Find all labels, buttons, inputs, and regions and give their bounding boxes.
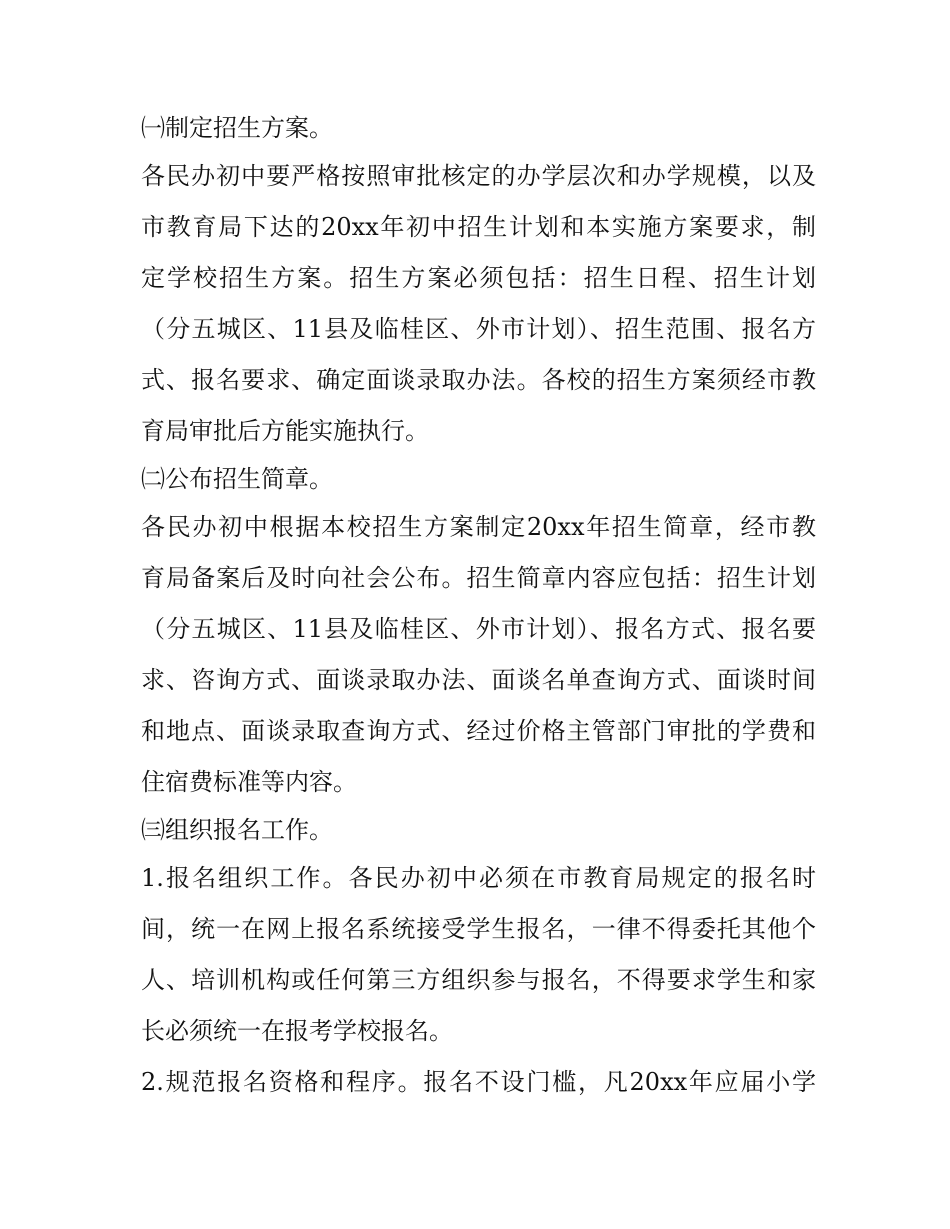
- paragraph-line: 育局备案后及时向社会公布。招生简章内容应包括：招生计划: [141, 564, 816, 592]
- document-body: [141, 106, 816, 1108]
- paragraph-line: （分五城区、11县及临桂区、外市计划）、招生范围、报名方: [141, 315, 816, 343]
- paragraph-line: 1.报名组织工作。各民办初中必须在市教育局规定的报名时: [141, 864, 816, 892]
- section-heading-2: ㈡公布招生简章。: [141, 465, 333, 493]
- paragraph-line: 长必须统一在报考学校报名。: [141, 1017, 453, 1045]
- paragraph-line: 和地点、面谈录取查询方式、经过价格主管部门审批的学费和: [141, 717, 816, 745]
- paragraph-line: 育局审批后方能实施执行。: [141, 417, 429, 445]
- paragraph-line: （分五城区、11县及临桂区、外市计划）、报名方式、报名要: [141, 615, 816, 643]
- section-heading-1: ㈠制定招生方案。: [141, 114, 333, 142]
- paragraph-line: 间，统一在网上报名系统接受学生报名，一律不得委托其他个: [141, 915, 816, 943]
- paragraph-line: 各民办初中要严格按照审批核定的办学层次和办学规模，以及: [141, 162, 816, 190]
- paragraph-line: 求、咨询方式、面谈录取办法、面谈名单查询方式、面谈时间: [141, 666, 816, 694]
- section-heading-3: ㈢组织报名工作。: [141, 816, 333, 844]
- paragraph-line: 人、培训机构或任何第三方组织参与报名，不得要求学生和家: [141, 966, 816, 994]
- paragraph-line: 各民办初中根据本校招生方案制定20xx年招生简章，经市教: [141, 513, 816, 541]
- paragraph-line: 式、报名要求、确定面谈录取办法。各校的招生方案须经市教: [141, 366, 816, 394]
- paragraph-line: 市教育局下达的20xx年初中招生计划和本实施方案要求，制: [141, 213, 816, 241]
- paragraph-line: 2.规范报名资格和程序。报名不设门槛，凡20xx年应届小学: [141, 1068, 816, 1096]
- paragraph-line: 定学校招生方案。招生方案必须包括：招生日程、招生计划: [141, 264, 816, 292]
- paragraph-line: 住宿费标准等内容。: [141, 768, 357, 796]
